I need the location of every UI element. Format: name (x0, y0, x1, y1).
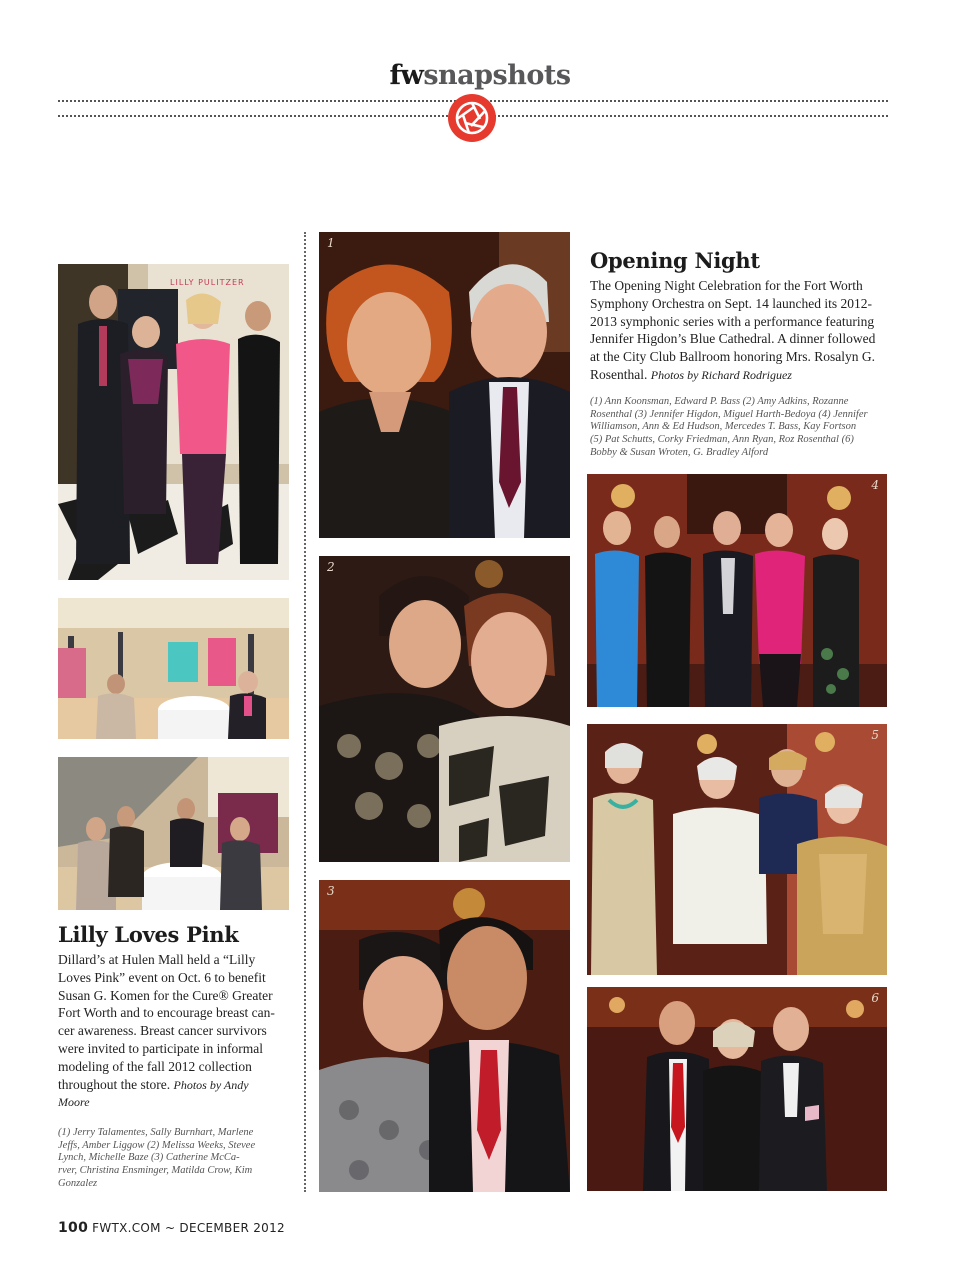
lilly-body-line-2: Loves Pink” event on Oct. 6 to benefit (58, 969, 266, 985)
page-footer (58, 1220, 285, 1236)
lilly-caption-line-2: Jeffs, Amber Liggow (2) Melissa Weeks, Stevee (58, 1139, 256, 1151)
lilly-caption-line-1: (1) Jerry Talamentes, Sally Burnhart, Marlene (58, 1127, 254, 1138)
opening-body-line-5: at the City Club Ballroom honoring Mrs. Rosalyn G. (590, 349, 875, 365)
lilly-caption-line-3: Lynch, Michelle Baze (3) Catherine McCa- (58, 1152, 240, 1164)
lilly-caption-line-4: rver, Christina Ensminger, Matilda Crow, Kim (58, 1165, 253, 1177)
lilly-body-line-1: Dillard’s at Hulen Mall held a “Lilly (58, 952, 256, 967)
lilly-story-body (58, 951, 298, 1112)
opening-body-line-6-text: Rosenthal. (590, 366, 648, 382)
lilly-body-line-8 (58, 1076, 298, 1095)
photo-5 (587, 724, 887, 975)
masthead-snapshots: snapshots (423, 60, 571, 91)
masthead-fw: fw (389, 60, 424, 91)
lilly-body-line-5: cer awareness. Breast cancer survivors (58, 1023, 267, 1039)
opening-body-line-6 (590, 366, 895, 385)
opening-caption-line-4: (5) Pat Schutts, Corky Friedman, Ann Ryan, Roz Rosenthal (6) (590, 434, 854, 446)
photo-number-2: 2 (327, 560, 335, 574)
lilly-body-line-6: were invited to participate in informal (58, 1040, 264, 1056)
photo-lilly-store-table (58, 598, 289, 739)
photo-number-5: 5 (871, 728, 879, 742)
lilly-photo-credit-2: Moore (58, 1095, 90, 1110)
footer-text: FWTX.COM ~ DECEMBER 2012 (92, 1221, 285, 1235)
photo-1 (319, 232, 570, 538)
opening-caption-line-3: Williamson, Ann & Ed Hudson, Mercedes T. Bass, Kay Fortson (590, 421, 857, 433)
opening-night-caption (590, 396, 895, 460)
photo-number-4: 4 (871, 478, 879, 492)
lilly-body-line-7: modeling of the fall 2012 collection (58, 1058, 252, 1074)
lilly-caption-line-5: Gonzalez (58, 1177, 98, 1189)
opening-body-line-4: Jennifer Higdon’s Blue Cathedral. A dinner followed (590, 331, 876, 347)
headline-opening-night: Opening Night (590, 248, 760, 273)
opening-body-line-1: The Opening Night Celebration for the Fort Worth (590, 278, 863, 293)
lilly-body-line-3: Susan G. Komen for the Cure® Greater (58, 987, 273, 1003)
lilly-body-line-8-text: throughout the store. (58, 1076, 171, 1092)
photo-2 (319, 556, 570, 862)
photo-number-3: 3 (327, 884, 335, 898)
lilly-caption (58, 1127, 298, 1191)
page-number: 100 (58, 1220, 89, 1236)
photo-lilly-survivors (58, 757, 289, 910)
column-divider (304, 232, 306, 1192)
camera-shutter-icon (447, 93, 497, 143)
photo-lilly-group (58, 264, 289, 580)
opening-body-line-3: 2013 symphonic series with a performance featuring (590, 313, 875, 329)
opening-caption-line-2: Rosenthal (3) Jennifer Higdon, Miguel Harth-Bedoya (4) Jennifer (590, 408, 868, 420)
masthead (0, 58, 960, 94)
photo-6 (587, 987, 887, 1191)
opening-body-line-2: Symphony Orchestra on Sept. 14 launched its 2012- (590, 295, 872, 311)
photo-sign-text: LILLY PULITZER (170, 278, 245, 287)
opening-photo-credit: Photos by Richard Rodriguez (650, 367, 792, 382)
photo-number-1: 1 (327, 236, 335, 250)
opening-night-body (590, 277, 895, 385)
opening-caption-line-5: Bobby & Susan Wroten, G. Bradley Alford (590, 446, 769, 458)
photo-3 (319, 880, 570, 1192)
lilly-photo-credit: Photos by Andy (173, 1077, 249, 1092)
opening-caption-line-1: (1) Ann Koonsman, Edward P. Bass (2) Amy Adkins, Rozanne (590, 396, 849, 407)
photo-number-6: 6 (871, 991, 879, 1005)
photo-4 (587, 474, 887, 707)
headline-lilly-loves-pink: Lilly Loves Pink (58, 922, 239, 947)
lilly-body-line-4: Fort Worth and to encourage breast can- (58, 1005, 275, 1021)
